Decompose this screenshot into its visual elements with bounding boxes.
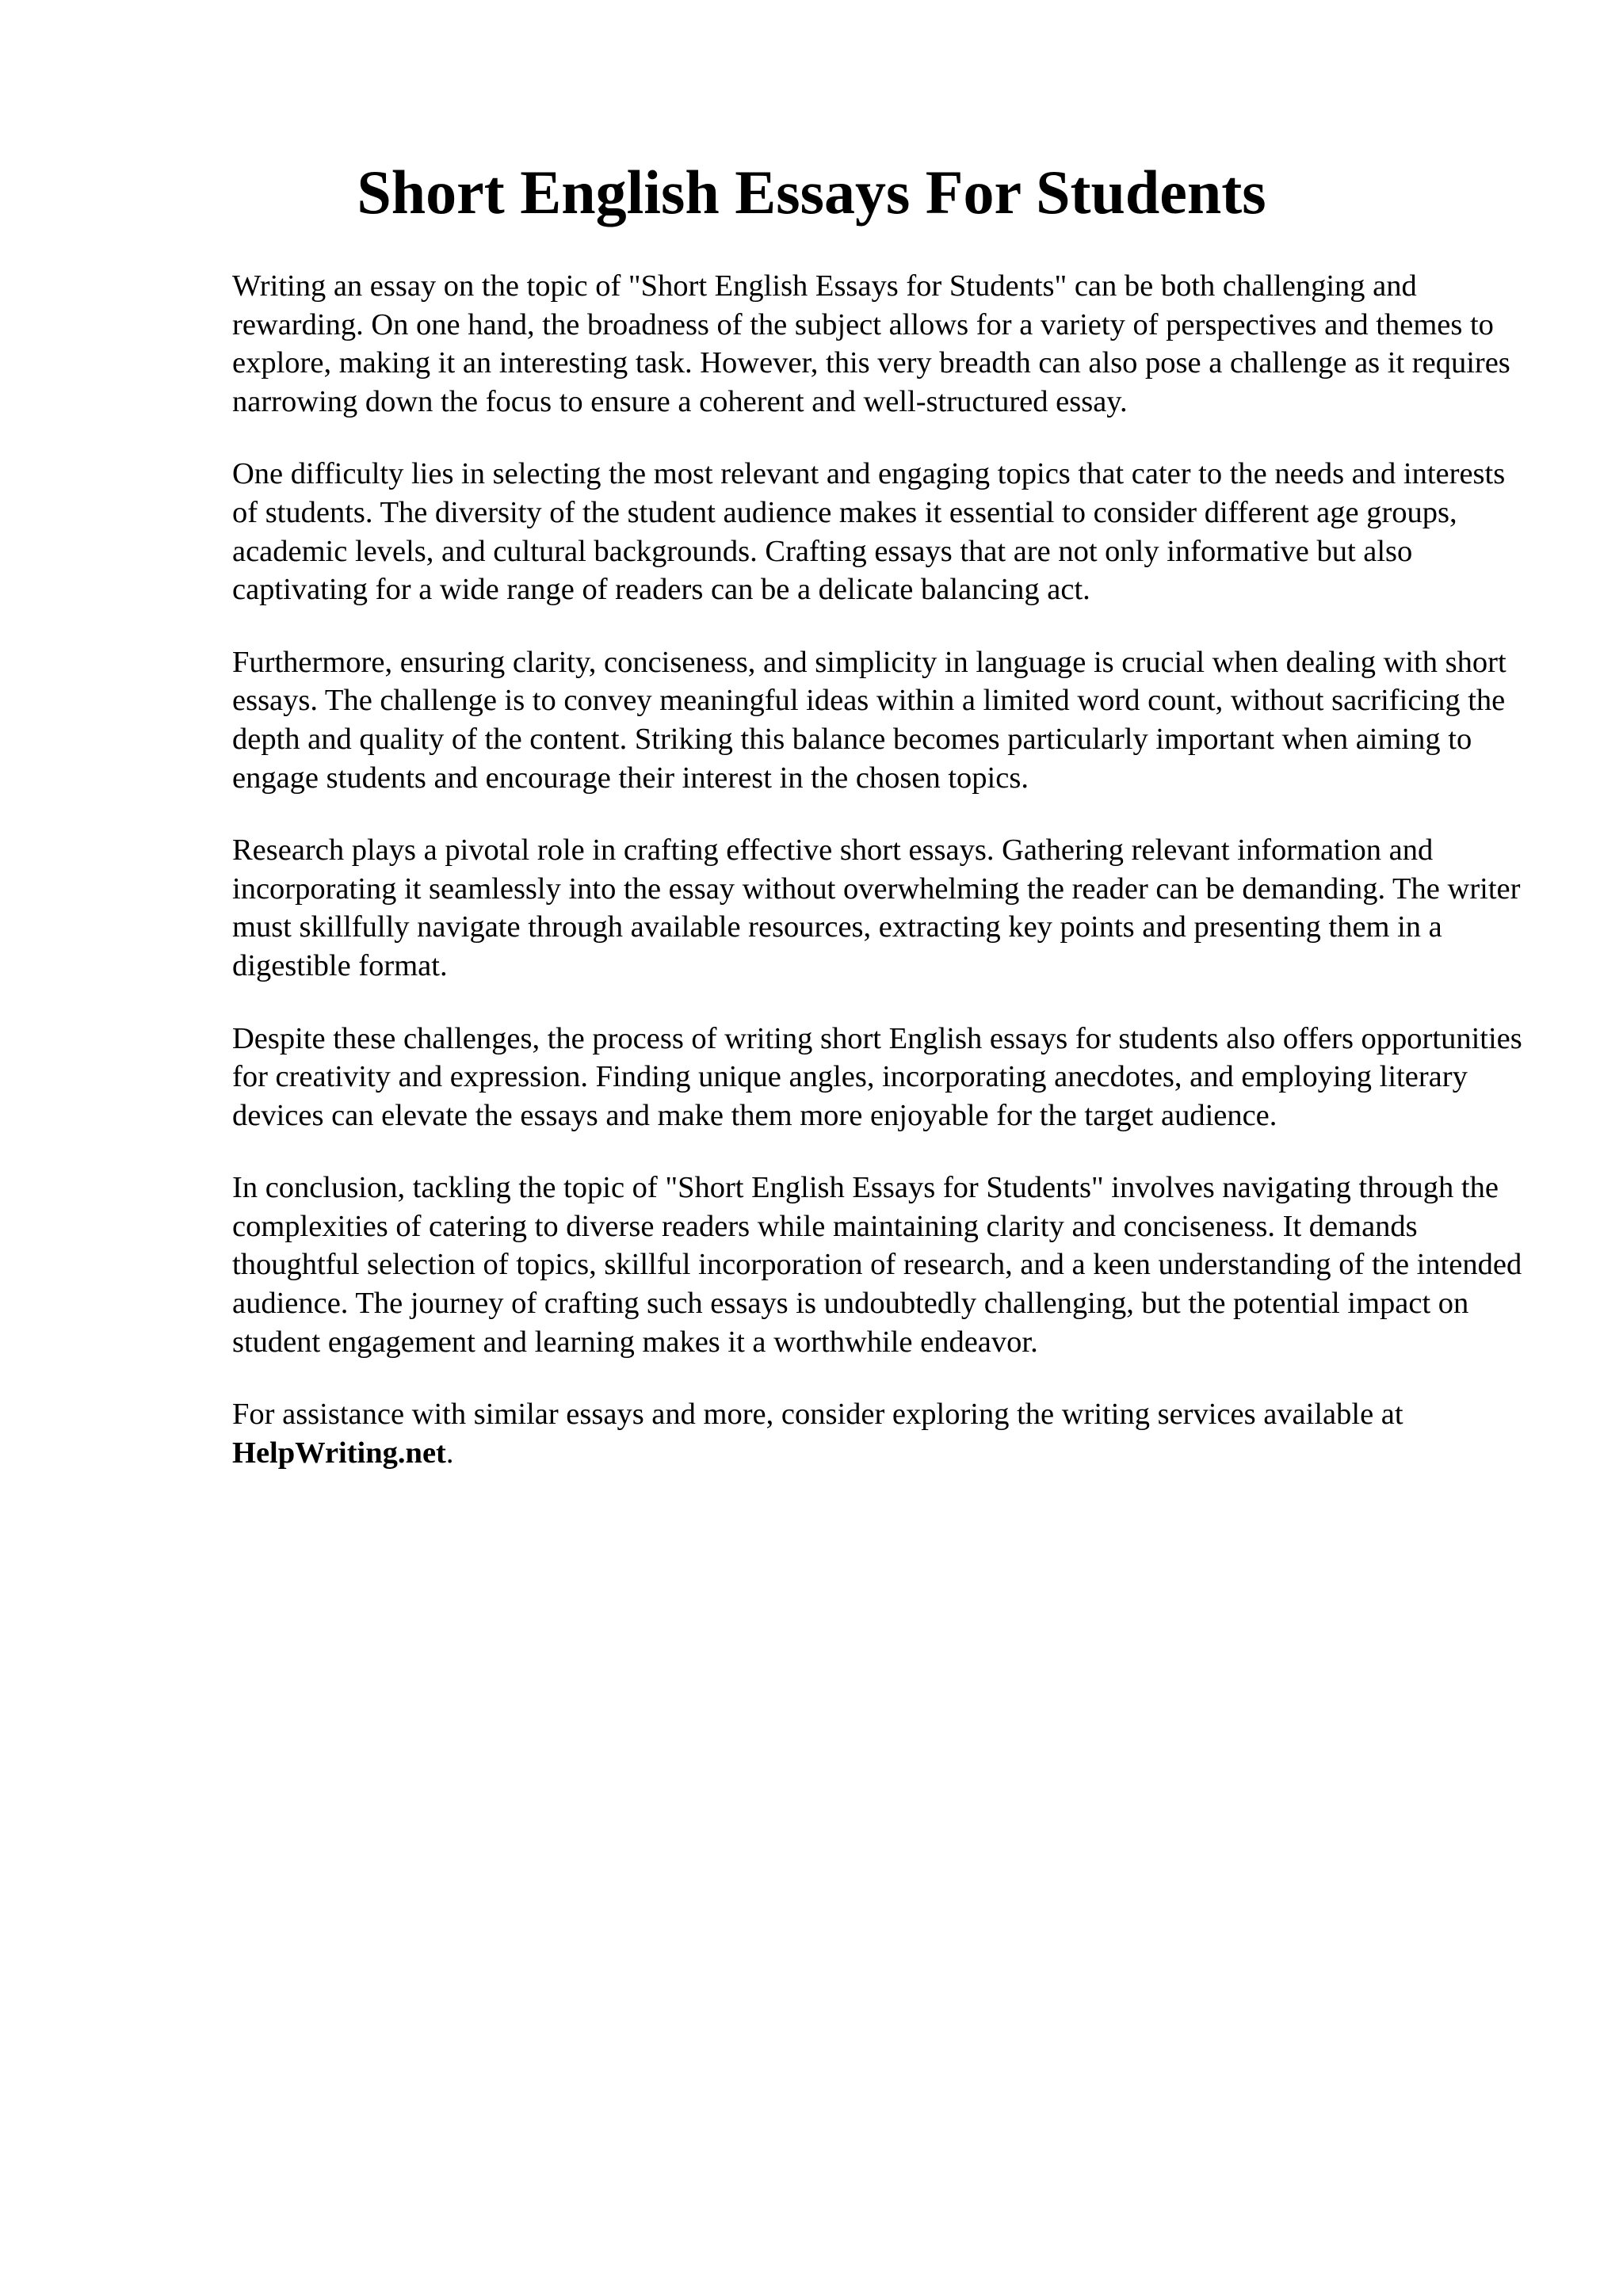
closing-paragraph bbox=[232, 1395, 1532, 1472]
paragraph-4: Research plays a pivotal role in crafting effective short essays. Gathering relevant information and incorporating it seamlessly into the essay without overwhelming the reader can be demanding. The writer must skillfully navigate through available resources, extracting key points and presenting them in a digestible format. bbox=[232, 833, 1521, 982]
closing-text: For assistance with similar essays and more, consider exploring the writing services available at bbox=[232, 1398, 1403, 1432]
paragraph-6: In conclusion, tackling the topic of "Short English Essays for Students" involves navigating through the complexities of catering to diverse readers while maintaining clarity and conciseness. It demands thoughtful selection of topics, skillful incorporation of research, and a keen understanding of the intended audience. The journey of crafting such essays is undoubtedly challenging, but the potential impact on student engagement and learning makes it a worthwhile endeavor. bbox=[232, 1171, 1522, 1359]
page-title: Short English Essays For Students bbox=[357, 158, 1266, 227]
paragraph-1: Writing an essay on the topic of "Short English Essays for Students" can be both challenging and rewarding. On one hand, the broadness of the subject allows for a variety of perspectives and themes to explore, making it an interesting task. However, this very breadth can also pose a challenge as it requires narrowing down the focus to ensure a coherent and well-structured essay. bbox=[232, 269, 1510, 418]
closing-suffix: . bbox=[445, 1436, 454, 1470]
paragraph-5: Despite these challenges, the process of writing short English essays for students also offers opportunities for creativity and expression. Finding unique angles, incorporating anecdotes, and employing literary devices can elevate the essays and make them more enjoyable for the target audience. bbox=[232, 1021, 1522, 1132]
paragraph-3: Furthermore, ensuring clarity, conciseness, and simplicity in language is crucial when dealing with short essays. The challenge is to convey meaningful ideas within a limited word count, without sacrificing the depth and quality of the content. Striking this balance becomes particularly important when aiming to engage students and encourage their interest in the chosen topics. bbox=[232, 645, 1507, 795]
helpwriting-link[interactable]: HelpWriting.net bbox=[232, 1436, 446, 1470]
paragraph-2: One difficulty lies in selecting the most relevant and engaging topics that cater to the needs and interests of students. The diversity of the student audience makes it essential to consider different age groups, academic levels, and cultural backgrounds. Crafting essays that are not only informative but also captivating for a wide range of readers can be a delicate balancing act. bbox=[232, 457, 1506, 607]
essay-body bbox=[232, 267, 1532, 1506]
